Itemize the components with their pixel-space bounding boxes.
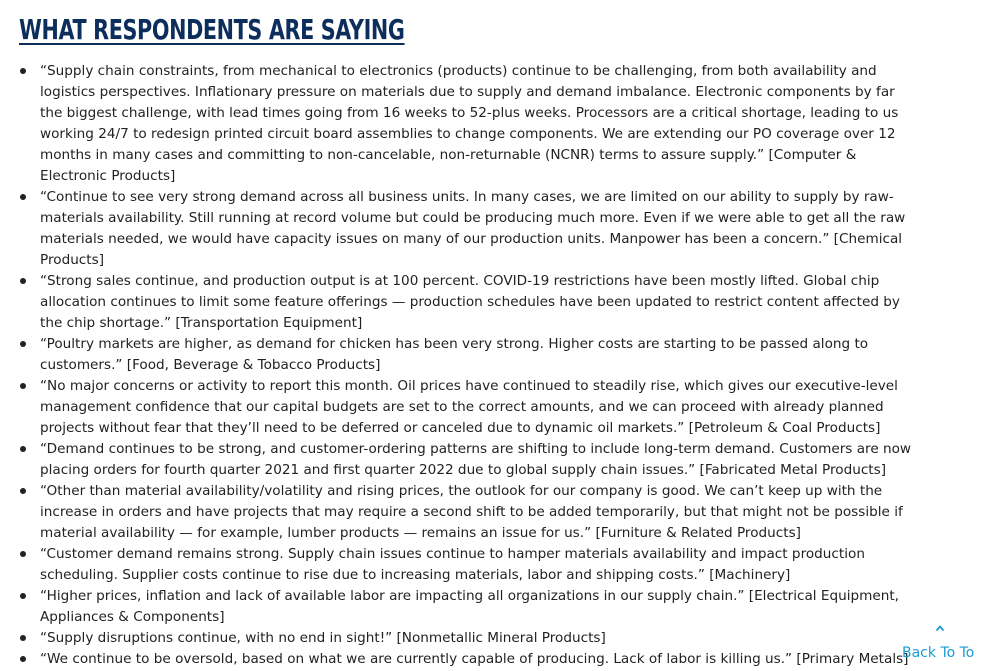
bullet-icon [20, 593, 26, 599]
quote-item-computer-electronic [40, 61, 915, 187]
quote-text: “Continue to see very strong demand across all business units. In many cases, we are limited on our ability to supply by raw-materials availability. Still running at record volume but could be producing much more. Even if we were able to get all the raw materials needed, we would have capacity issues on many of our production units. Manpower has been a concern.” [Chemical Products] [40, 189, 906, 268]
quote-text: “No major concerns or activity to report this month. Oil prices have continued to steadily rise, which gives our executive-level management confidence that our capital budgets are set to the correct amounts, and we can proceed with already planned projects without fear that they’ll need to be deferred or canceled due to dynamic oil markets.” [Petroleum & Coal Products] [40, 378, 898, 436]
bullet-icon [20, 194, 26, 200]
bullet-icon [20, 383, 26, 389]
quote-item-fabricated-metal [40, 439, 915, 481]
quote-item-machinery [40, 544, 915, 586]
quote-text: “Customer demand remains strong. Supply chain issues continue to hamper materials availability and impact production scheduling. Supplier costs continue to rise due to increasing materials, labor and shipping costs.” [Machinery] [40, 546, 865, 583]
bullet-icon [20, 551, 26, 557]
quote-text: “Supply chain constraints, from mechanical to electronics (products) continue to be challenging, from both availability and logistics perspectives. Inflationary pressure on materials due to supply and demand imbalance. Electronic components by far the biggest challenge, with lead times going from 16 weeks to 52-plus weeks. Processors are a critical shortage, leading to us working 24/7 to redesign printed circuit board assemblies to change components. We are extending our PO coverage over 12 months in many cases and committing to non-cancelable, non-returnable (NCNR) terms to assure supply.” [Computer & Electronic Products] [40, 63, 899, 184]
bullet-icon [20, 488, 26, 494]
respondent-quotes-list [40, 61, 915, 670]
quote-text: “Strong sales continue, and production output is at 100 percent. COVID-19 restrictions have been mostly lifted. Global chip allocation continues to limit some feature offerings — production schedules have been updated to restrict content affected by the chip shortage.” [Transportation Equipment] [40, 273, 900, 331]
quote-item-nonmetallic-mineral [40, 628, 915, 649]
bullet-icon [20, 278, 26, 284]
section-title: WHAT RESPONDENTS ARE SAYING [19, 13, 405, 46]
quote-text: “Supply disruptions continue, with no end in sight!” [Nonmetallic Mineral Products] [40, 630, 606, 646]
quote-text: “Demand continues to be strong, and customer-ordering patterns are shifting to include long-term demand. Customers are now placing orders for fourth quarter 2021 and first quarter 2022 due to global supply chain issues.” [Fabricated Metal Products] [40, 441, 912, 478]
quote-item-primary-metals [40, 649, 915, 670]
bullet-icon [20, 635, 26, 641]
bullet-icon [20, 68, 26, 74]
quote-item-petroleum-coal [40, 376, 915, 439]
quote-text: “We continue to be oversold, based on what we are currently capable of producing. Lack of labor is killing us.” [Primary Metals] [40, 651, 909, 667]
bullet-icon [20, 341, 26, 347]
chevron-up-icon [936, 624, 944, 632]
bullet-icon [20, 446, 26, 452]
quote-text: “Other than material availability/volatility and rising prices, the outlook for our company is good. We can’t keep up with the increase in orders and have projects that may require a second shift to be added temporarily, but that might not be possible if material availability — for example, lumber products — remains an issue for us.” [Furniture & Related Products] [40, 483, 903, 541]
quote-item-chemical [40, 187, 915, 271]
quote-item-electrical-equipment [40, 586, 915, 628]
quote-item-furniture [40, 481, 915, 544]
quote-item-food-beverage [40, 334, 915, 376]
back-to-top-label: Back To To [902, 645, 975, 661]
quote-text: “Higher prices, inflation and lack of available labor are impacting all organizations in our supply chain.” [Electrical Equipment, Appliances & Components] [40, 588, 900, 625]
quote-text: “Poultry markets are higher, as demand for chicken has been very strong. Higher costs are starting to be passed along to customers.” [Food, Beverage & Tobacco Products] [40, 336, 869, 373]
bullet-icon [20, 656, 26, 662]
quote-item-transportation [40, 271, 915, 334]
